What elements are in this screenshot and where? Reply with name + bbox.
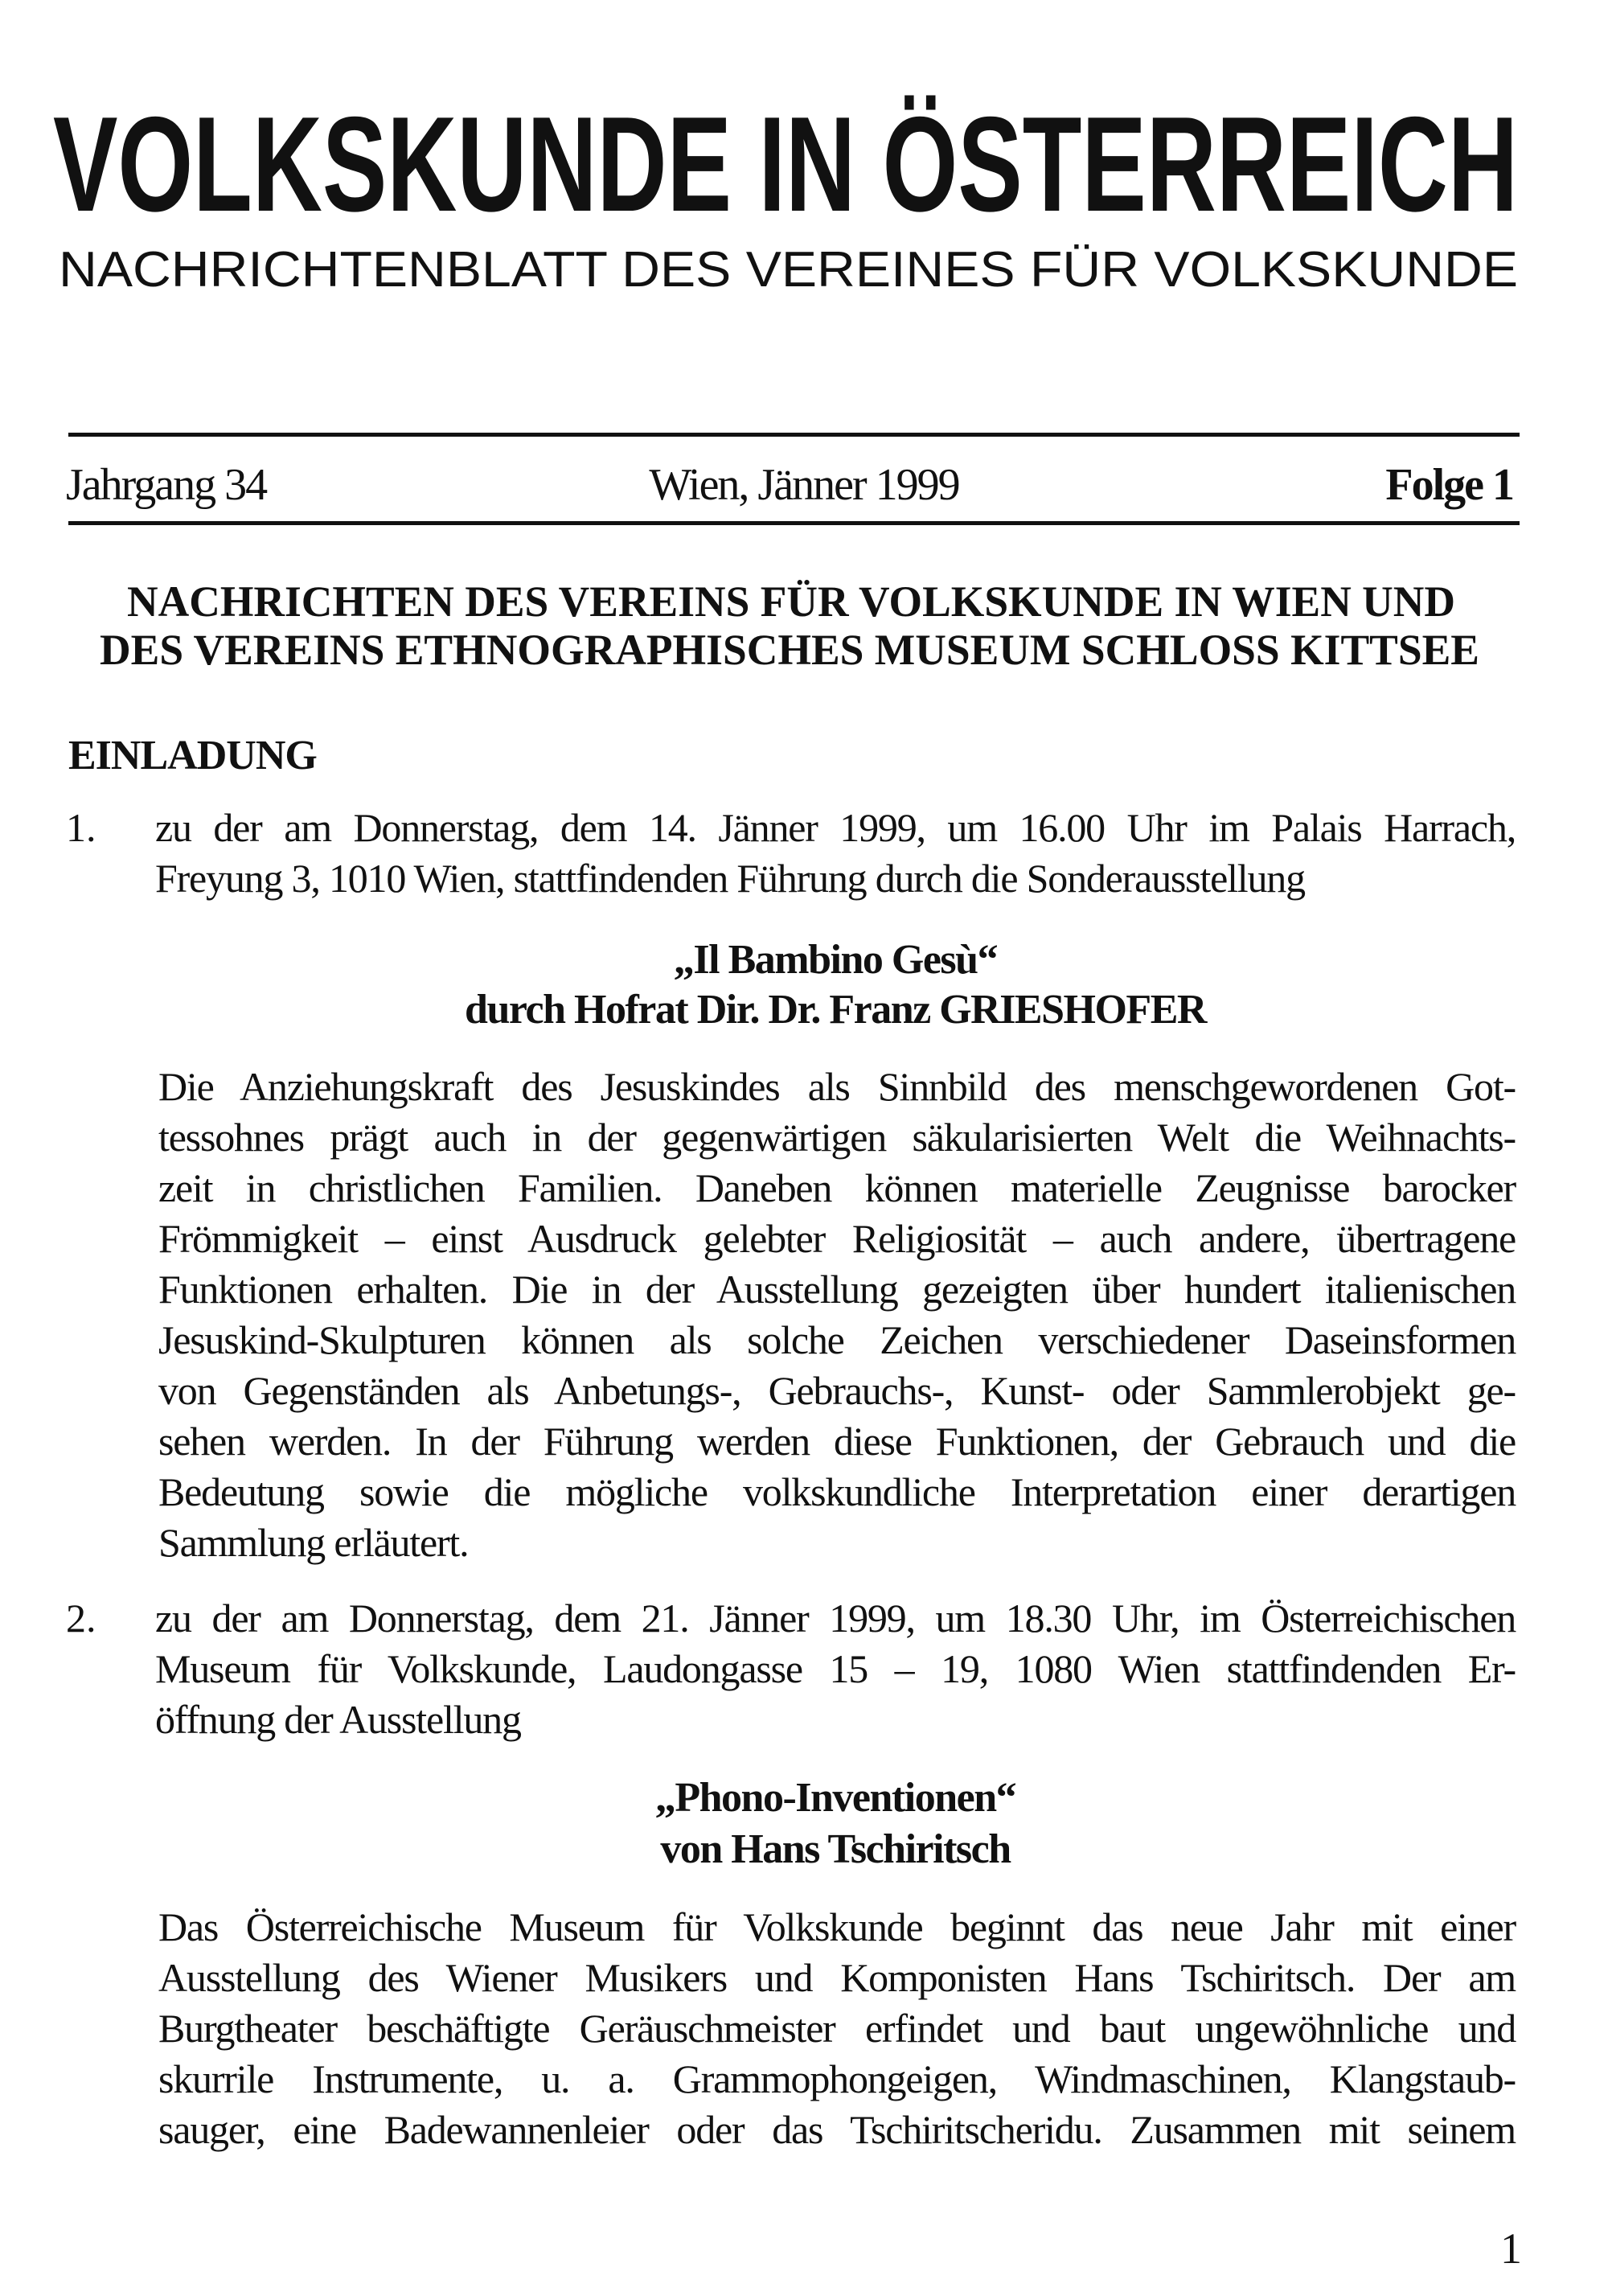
top-rule — [68, 433, 1520, 437]
text-line: Ausstellung des Wiener Musikers und Komponisten Hans Tschiritsch. Der am — [158, 1955, 1516, 2000]
item-1-byline: durch Hofrat Dir. Dr. Franz GRIESHOFER — [465, 987, 1206, 1033]
text-line: sauger, eine Badewannenleier oder das Tschiritscheridu. Zusammen mit seinem — [158, 2107, 1516, 2152]
text-line: sehen werden. In der Führung werden diese Funktionen, der Gebrauch und die — [158, 1419, 1516, 1464]
text-line: Funktionen erhalten. Die in der Ausstellung gezeigten über hundert italienischen — [158, 1267, 1516, 1312]
text-line: zeit in christlichen Familien. Daneben können materielle Zeugnisse barocker — [158, 1165, 1516, 1210]
headline-line-2: DES VEREINS ETHNOGRAPHISCHES MUSEUM SCHLOSS KITTSEE — [100, 626, 1479, 674]
issue-place-date: Wien, Jänner 1999 — [649, 460, 959, 510]
text-line: zu der am Donnerstag, dem 21. Jänner 1999, um 18.30 Uhr, im Österreichischen — [155, 1596, 1516, 1641]
text-line: Die Anziehungskraft des Jesuskindes als Sinnbild des menschgewordenen Got- — [158, 1064, 1516, 1109]
text-line: Bedeutung sowie die mögliche volkskundliche Interpretation einer derartigen — [158, 1469, 1516, 1514]
text-line: Das Österreichische Museum für Volkskunde beginnt das neue Jahr mit einer — [158, 1904, 1516, 1949]
item-2-intro — [155, 1593, 1516, 1745]
page-number: 1 — [1500, 2224, 1522, 2273]
masthead — [0, 0, 1608, 322]
text-line: tessohnes prägt auch in der gegenwärtigen säkularisierten Welt die Weihnachts- — [158, 1115, 1516, 1160]
text-line: Museum für Volkskunde, Laudongasse 15 – 19, 1080 Wien stattfindenden Er- — [155, 1646, 1516, 1691]
text-line: skurrile Instrumente, u. a. Grammophongeigen, Windmaschinen, Klangstaub- — [158, 2056, 1516, 2101]
item-2-byline: von Hans Tschiritsch — [660, 1826, 1011, 1872]
masthead-subtitle: NACHRICHTENBLATT DES VEREINES FÜR VOLKSKUNDE — [59, 242, 1518, 298]
bottom-rule — [68, 521, 1520, 525]
masthead-title: VOLKSKUNDE IN ÖSTERREICH — [53, 88, 1518, 240]
item-1-number: 1. — [66, 805, 96, 850]
text-line: Freyung 3, 1010 Wien, stattfindenden Führung durch die Sonderausstellung — [155, 856, 1305, 901]
text-line: zu der am Donnerstag, dem 14. Jänner 1999, um 16.00 Uhr im Palais Harrach, — [155, 805, 1516, 850]
text-line: von Gegenständen als Anbetungs-, Gebrauchs-, Kunst- oder Sammlerobjekt ge- — [158, 1368, 1516, 1413]
item-2-number: 2. — [66, 1596, 96, 1641]
text-line: Frömmigkeit – einst Ausdruck gelebter Religiosität – auch andere, übertragene — [158, 1216, 1516, 1261]
headline — [0, 563, 1608, 676]
item-1-intro — [155, 803, 1516, 904]
item-1-title: „Il Bambino Gesù“ — [673, 937, 998, 983]
issue-volume: Jahrgang 34 — [66, 460, 267, 510]
headline-line-1: NACHRICHTEN DES VEREINS FÜR VOLKSKUNDE IN WIEN UND — [127, 577, 1455, 626]
text-line: Burgtheater beschäftigte Geräuschmeister erfindet und baut ungewöhnliche und — [158, 2006, 1516, 2051]
section-heading: EINLADUNG — [68, 733, 317, 778]
item-1-paragraph — [158, 1062, 1516, 1568]
item-2-title: „Phono-Inventionen“ — [654, 1775, 1016, 1821]
item-2-paragraph — [158, 1902, 1516, 2155]
text-line: Jesuskind-Skulpturen können als solche Zeichen verschiedener Daseinsformen — [158, 1317, 1516, 1362]
text-line: Sammlung erläutert. — [158, 1520, 469, 1565]
issue-number: Folge 1 — [1385, 460, 1513, 510]
text-line: öffnung der Ausstellung — [155, 1697, 521, 1742]
